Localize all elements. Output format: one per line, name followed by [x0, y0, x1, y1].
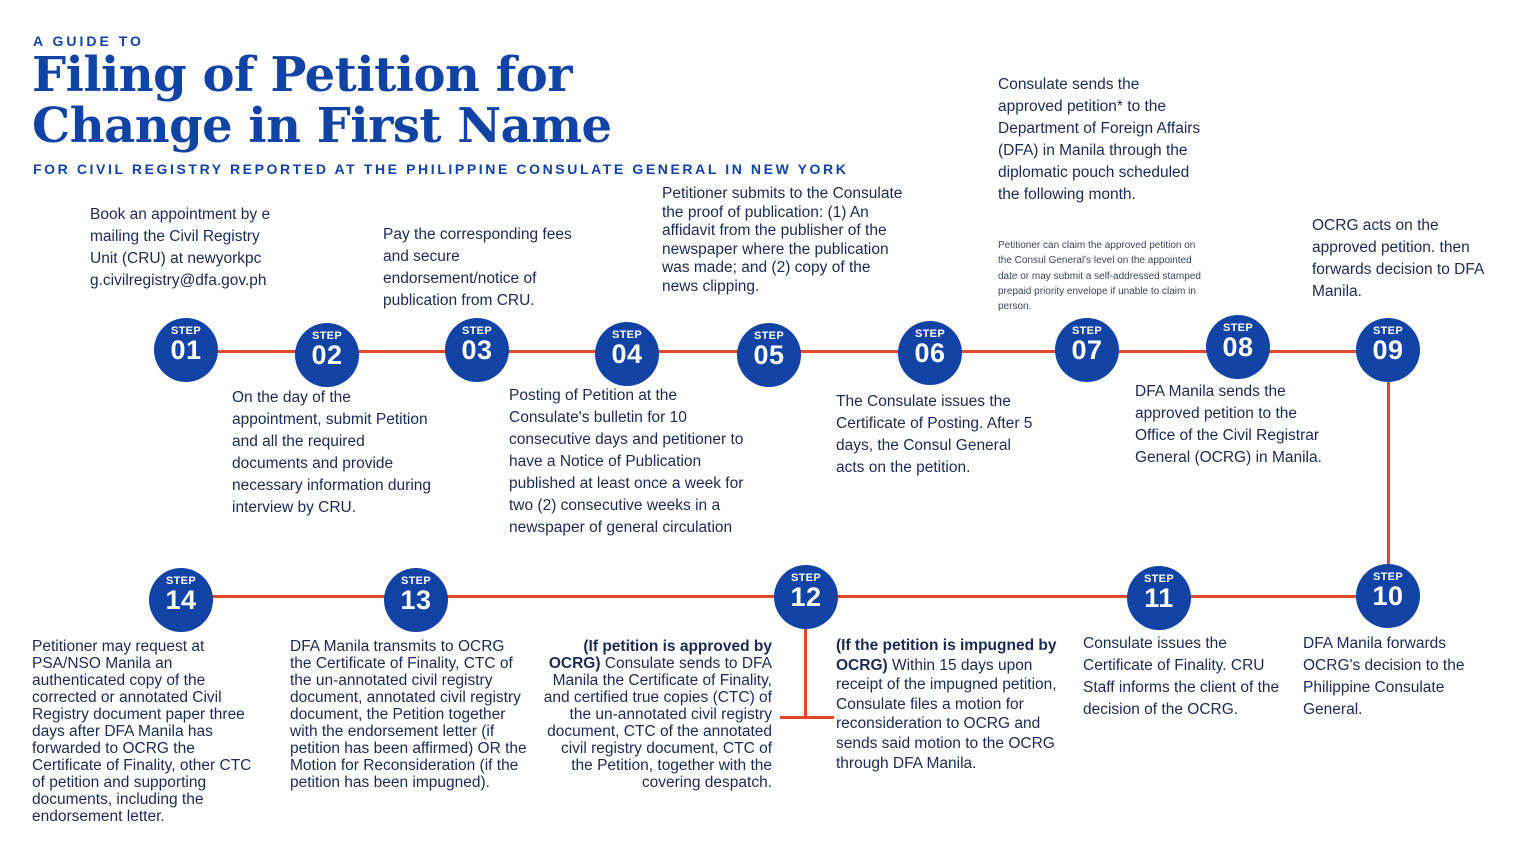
step-number: 03: [461, 335, 493, 365]
step-label: STEP: [1373, 571, 1403, 583]
step-13-badge: [384, 568, 448, 632]
step-13-text: DFA Manila transmits to OCRG the Certificate of Finality, CTC of the un-annotated civil registry document, annotated civil registry document, the Petition together with the endorsement letter (if petition has been affirmed) OR the Motion for Reconsideration (if the petition has been impugned).: [290, 638, 527, 791]
step-12-impugned-body: Within 15 days upon receipt of the impugned petition, Consulate files a motion for reconsideration to OCRG and sends said motion to the OCRG through DFA Manila.: [836, 656, 1057, 772]
step-label: STEP: [915, 328, 945, 340]
step-number: 08: [1222, 332, 1254, 362]
title-line-2: Change in First Name: [32, 98, 612, 154]
step-05-badge: [737, 323, 801, 387]
step-label: STEP: [1144, 573, 1174, 585]
step-12-approved-lead: (If petition is approved by OCRG): [548, 638, 772, 672]
page-title: [32, 47, 612, 154]
step-06-text: The Consulate issues the Certificate of Posting. After 5 days, the Consul General acts on the petition.: [836, 393, 1033, 476]
step-label: STEP: [754, 330, 784, 342]
step-03-badge: [445, 318, 509, 382]
step-10-text: DFA Manila forwards OCRG's decision to the Philippine Consulate General.: [1303, 635, 1465, 718]
step-14-badge: [149, 568, 213, 632]
step-12-impugned-lead: (If the petition is impugned by OCRG): [836, 637, 1057, 674]
step-number: 12: [790, 582, 822, 612]
step-label: STEP: [171, 325, 201, 337]
step-label: STEP: [312, 330, 342, 342]
step-10-badge: [1356, 564, 1420, 628]
step-label: STEP: [1373, 325, 1403, 337]
step-01-text: Book an appointment by emailing the Civil Registry Unit (CRU) at newyorkpcg.civilregistry@dfa.gov.ph: [90, 206, 271, 289]
step-12-impugned-text: [836, 636, 1061, 773]
step-12-approved-text: [540, 638, 772, 791]
step-08-text: DFA Manila sends the approved petition to the Office of the Civil Registrar General (OCRG) in Manila.: [1135, 383, 1322, 466]
step-number: 11: [1144, 583, 1174, 613]
step-07-badge: [1055, 318, 1119, 382]
step-09-badge: [1356, 318, 1420, 382]
step-09-text: OCRG acts on the approved petition. then forwards decision to DFA Manila.: [1312, 217, 1484, 300]
step-label: STEP: [166, 575, 196, 587]
step-label: STEP: [612, 329, 642, 341]
step-04-badge: [595, 322, 659, 386]
step-02-badge: [295, 323, 359, 387]
step-number: 10: [1372, 581, 1404, 611]
step-number: 13: [400, 585, 432, 615]
step-05-text: Petitioner submits to the Consulate the proof of publication: (1) An affidavit from the publisher of the newspaper where the publication was made; and (2) copy of the news clipping.: [662, 185, 903, 295]
step-label: STEP: [791, 572, 821, 584]
step-07-text: Consulate sends the approved petition* to the Department of Foreign Affairs (DFA) in Manila through the diplomatic pouch scheduled the following month.: [998, 76, 1201, 203]
step-08-badge: [1206, 315, 1270, 379]
step-number: 06: [914, 338, 946, 368]
step-label: STEP: [1223, 322, 1253, 334]
step-12-badge: [774, 565, 838, 629]
step-07-note: Petitioner can claim the approved petition on the Consul General's level on the appointed date or may submit a self-addressed stamped prepaid priority envelope if unable to claim in person.: [998, 240, 1201, 313]
step-number: 04: [611, 339, 643, 369]
title-line-1: Filing of Petition for: [32, 47, 573, 103]
step-label: STEP: [462, 325, 492, 337]
kicker: A GUIDE TO: [33, 33, 144, 49]
step-12-approved-body: Consulate sends to DFA Manila the Certificate of Finality, and certified true copies (CTC) of the un-annotated civil registry document, CTC of the annotated civil registry document, CTC of the Petition, together with the covering despatch.: [543, 655, 772, 791]
step-number: 01: [170, 335, 202, 365]
step-number: 07: [1071, 335, 1103, 365]
step-11-text: Consulate issues the Certificate of Finality. CRU Staff informs the client of the decision of the OCRG.: [1083, 635, 1280, 718]
step-14-text: Petitioner may request at PSA/NSO Manila an authenticated copy of the corrected or annotated Civil Registry document paper three days after DFA Manila has forwarded to OCRG the Certificate of Finality, other CTC of petition and supporting documents, including the endorsement letter.: [32, 638, 252, 825]
page-subtitle: FOR CIVIL REGISTRY REPORTED AT THE PHILIPPINE CONSULATE GENERAL IN NEW YORK: [33, 161, 849, 177]
step-03-text: Pay the corresponding fees and secure endorsement/notice of publication from CRU.: [383, 226, 572, 309]
connector-step12-tick: [780, 716, 834, 719]
step-number: 09: [1372, 335, 1404, 365]
step-02-text: On the day of the appointment, submit Petition and all the required documents and provide necessary information during interview by CRU.: [232, 389, 432, 516]
connector-right-vertical: [1387, 350, 1390, 598]
step-06-badge: [898, 321, 962, 385]
step-11-badge: [1127, 566, 1191, 630]
step-04-text: Posting of Petition at the Consulate's bulletin for 10 consecutive days and petitioner to have a Notice of Publication published at least once a week for two (2) consecutive weeks in a newspaper of general circulation: [509, 387, 744, 536]
step-01-badge: [154, 318, 218, 382]
step-label: STEP: [401, 575, 431, 587]
step-label: STEP: [1072, 325, 1102, 337]
step-number: 05: [753, 340, 785, 370]
step-number: 02: [311, 340, 343, 370]
step-number: 14: [165, 585, 197, 615]
